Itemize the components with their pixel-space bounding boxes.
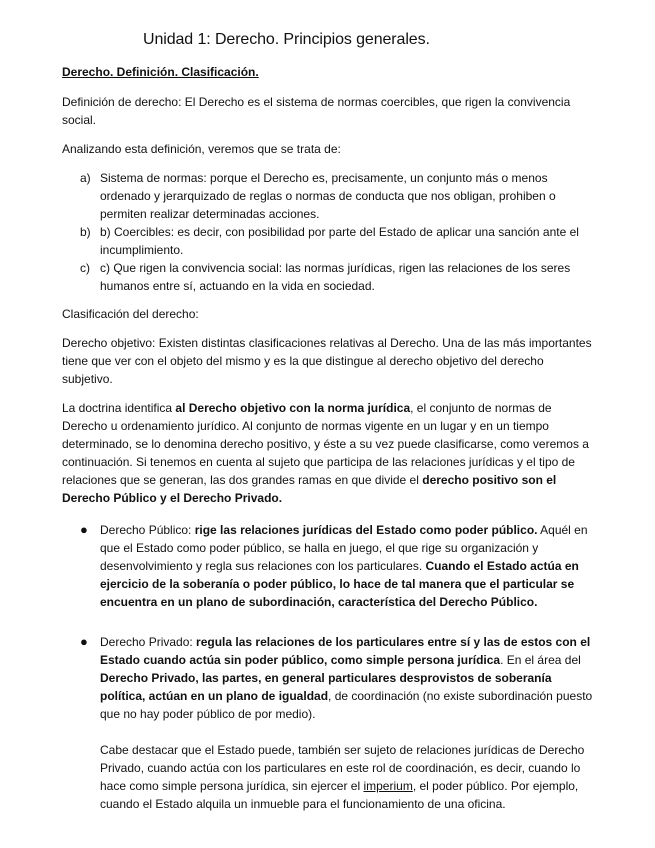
list-marker: b) [80, 225, 91, 239]
definition-paragraph: Definición de derecho: El Derecho es el sistema de normas coercibles, que rigen la convivencia social. [62, 95, 571, 127]
bullet-marker: ● [80, 634, 88, 649]
page-title: Unidad 1: Derecho. Principios generales. [143, 31, 430, 48]
list-item-text: Sistema de normas: porque el Derecho es, precisamente, un conjunto más o menos ordenado y jerarquizado de reglas o normas de conducta que nos obligan, prohiben o permiten realizar determinadas acciones. [100, 171, 556, 221]
bullet-derecho-privado [80, 633, 595, 813]
bullet-text: Derecho Privado: [100, 635, 197, 649]
bullet-marker: ● [80, 522, 88, 537]
objective-paragraph: Derecho objetivo: Existen distintas clasificaciones relativas al Derecho. Una de las más importantes tiene que ver con el objeto del mismo y es la que distingue al derecho objetivo del derecho subjetivo. [62, 336, 592, 386]
bullet-text: Aquél en que el Estado como poder público, se halla en juego, el que rige su organización y desenvolvimiento y regla sus relaciones con los particulares. [100, 523, 588, 573]
list-item [80, 223, 595, 259]
doctrine-bold: al Derecho objetivo con la norma jurídica [175, 401, 411, 415]
doctrine-text: , el conjunto de normas de Derecho u ordenamiento jurídico. Al conjunto de normas vigente en un lugar y en un tiempo determinado, se lo denomina derecho positivo, y éste a su vez puede clasificarse, como veremos a continuación. Si tenemos en cuenta al sujeto que participa de las relaciones jurídicas y el tipo de relaciones que se generan, las dos grandes ramas en que divide el [62, 401, 589, 487]
imperium-term: imperium [363, 779, 413, 793]
list-marker: c) [80, 261, 90, 275]
bullet-text: . En el área del [500, 653, 581, 667]
bullet-derecho-publico [80, 521, 595, 611]
closing-text: , el poder público. Por ejemplo, cuando el Estado alquila un inmueble para el funcionamiento de una oficina. [100, 779, 579, 811]
closing-paragraph [100, 741, 595, 813]
list-item-text: c) Que rigen la convivencia social: las normas jurídicas, rigen las relaciones de los seres humanos entre sí, actuando en la vida en sociedad. [100, 261, 571, 293]
branches-list [62, 521, 595, 813]
list-marker: a) [80, 171, 91, 185]
list-item-text: b) Coercibles: es decir, con posibilidad por parte del Estado de aplicar una sanción ante el incumplimiento. [100, 225, 579, 257]
bullet-bold: Cuando el Estado actúa en ejercicio de la soberanía o poder público, lo hace de tal manera que el particular se encuentra en un plano de subordinación, característica del Derecho Público. [100, 559, 579, 609]
list-item [80, 169, 595, 223]
definition-list [62, 169, 595, 295]
classification-label: Clasificación del derecho: [62, 307, 199, 321]
doctrine-text: La doctrina identifica [62, 401, 176, 415]
doctrine-bold: derecho positivo son el Derecho Público y el Derecho Privado. [62, 473, 557, 505]
bullet-text: Derecho Público: [100, 523, 195, 537]
document-body [62, 63, 595, 824]
bullet-bold: regula las relaciones de los particulares entre sí y las de estos con el Estado cuando actúa sin poder público, como simple persona jurídica [100, 635, 591, 667]
analysis-intro: Analizando esta definición, veremos que se trata de: [62, 142, 341, 156]
section-heading: Derecho. Definición. Clasificación. [62, 65, 259, 79]
doctrine-paragraph [62, 399, 595, 507]
closing-text: Cabe destacar que el Estado puede, también ser sujeto de relaciones jurídicas de Derecho Privado, cuando actúa con los particulares en este rol de coordinación, es decir, cuando lo hace como simple persona jurídica, sin ejercer el [100, 743, 585, 793]
bullet-bold: Derecho Privado, las partes, en general particulares desprovistos de soberanía política, actúan en un plano de igualdad [100, 671, 552, 703]
bullet-bold: rige las relaciones jurídicas del Estado como poder público. [194, 523, 538, 537]
bullet-text: , de coordinación (no existe subordinación puesto que no hay poder público de por medio). [100, 689, 593, 721]
list-item [80, 259, 595, 295]
